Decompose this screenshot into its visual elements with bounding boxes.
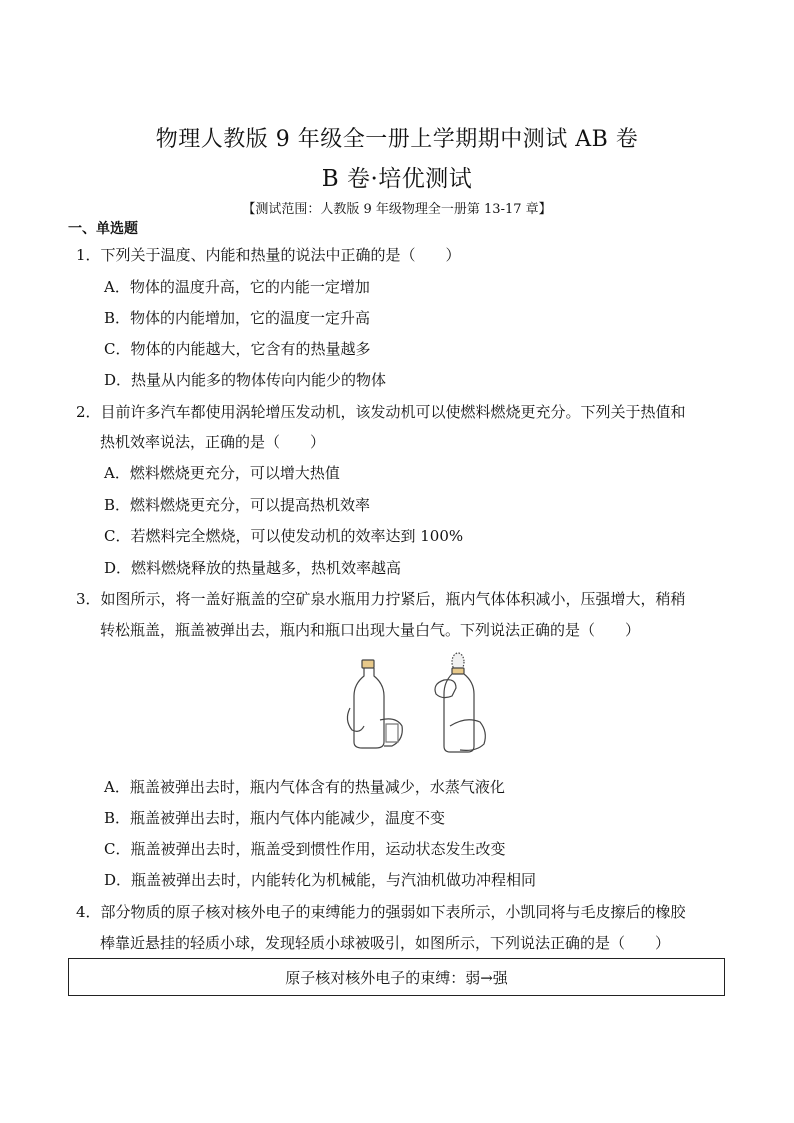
question-3-stem: 3．如图所示，将一盖好瓶盖的空矿泉水瓶用力拧紧后，瓶内气体体积减小，压强增大，稍稍 (76, 590, 686, 608)
test-scope: 【测试范围：人教版 9 年级物理全一册第 13-17 章】 (242, 202, 552, 217)
question-1-option-b: B．物体的内能增加，它的温度一定升高 (104, 309, 371, 327)
question-2-option-a: A．燃料燃烧更充分，可以增大热值 (104, 464, 340, 482)
right-bottle (435, 653, 485, 752)
question-4-stem: 4．部分物质的原子核对核外电子的束缚能力的强弱如下表所示，小凯同将与毛皮擦后的橡胶 (76, 903, 686, 921)
bottle-figure (340, 650, 500, 760)
question-2-option-b: B．燃料燃烧更充分，可以提高热机效率 (104, 496, 371, 514)
question-1-option-d: D．热量从内能多的物体传向内能少的物体 (104, 371, 387, 389)
question-1-option-c: C．物体的内能越大，它含有的热量越多 (104, 340, 371, 358)
question-1-option-a: A．物体的温度升高，它的内能一定增加 (104, 278, 370, 296)
section-heading: 一、单选题 (68, 221, 138, 237)
question-2-stem-cont: 热机效率说法，正确的是（ ） (100, 433, 326, 451)
question-3-option-a: A．瓶盖被弹出去时，瓶内气体含有的热量减少，水蒸气液化 (104, 778, 505, 796)
question-1-stem: 1．下列关于温度、内能和热量的说法中正确的是（ ） (76, 246, 461, 264)
left-bottle (347, 660, 402, 748)
question-3-option-d: D．瓶盖被弹出去时，内能转化为机械能，与汽油机做功冲程相同 (104, 871, 537, 889)
question-2-option-c: C．若燃料完全燃烧，可以使发动机的效率达到 100% (104, 527, 464, 545)
question-3-option-b: B．瓶盖被弹出去时，瓶内气体内能减少，温度不变 (104, 809, 446, 827)
table-header-cell: 原子核对核外电子的束缚：弱→强 (285, 968, 508, 987)
exam-subtitle: B 卷·培优测试 (321, 166, 473, 192)
exam-title: 物理人教版 9 年级全一册上学期期中测试 AB 卷 (155, 127, 639, 152)
question-4-stem-cont: 棒靠近悬挂的轻质小球，发现轻质小球被吸引，如图所示，下列说法正确的是（ ） (100, 934, 671, 952)
question-2-stem: 2．目前许多汽车都使用涡轮增压发动机，该发动机可以使燃料燃烧更充分。下列关于热值和 (76, 403, 686, 421)
question-2-option-d: D．燃料燃烧释放的热量越多，热机效率越高 (104, 559, 402, 577)
binding-strength-table (68, 958, 725, 996)
question-3-option-c: C．瓶盖被弹出去时，瓶盖受到惯性作用，运动状态发生改变 (104, 840, 506, 858)
question-3-stem-cont: 转松瓶盖，瓶盖被弹出去，瓶内和瓶口出现大量白气。下列说法正确的是（ ） (100, 621, 641, 639)
